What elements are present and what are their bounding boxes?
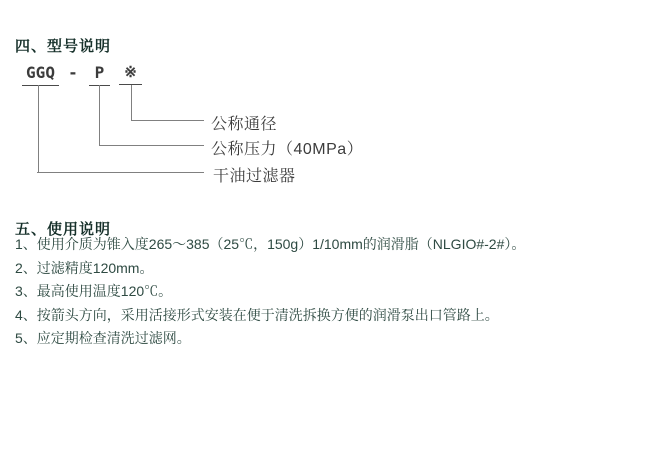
usage-item-4: 4、按箭头方向，采用活接形式安装在便于清洗拆换方便的润滑泵出口管路上。 [15, 306, 499, 323]
usage-instructions-list [15, 233, 655, 351]
model-code-dash: - [68, 63, 78, 82]
model-section-heading: 四、型号说明 [15, 38, 112, 55]
callout-nominal-diameter: 公称通径 [211, 116, 278, 133]
usage-item-5: 5、应定期检查清洗过滤网。 [15, 330, 191, 346]
callout-series-name: 干油过滤器 [213, 168, 296, 185]
model-size-placeholder: ※ [119, 63, 142, 85]
connector-vertical-series [38, 85, 39, 172]
connector-vertical-pressure [99, 85, 100, 145]
usage-item-2: 2、过滤精度120mm。 [15, 259, 154, 276]
callout-nominal-pressure: 公称压力（40MPa） [211, 141, 364, 158]
connector-vertical-size [131, 85, 132, 120]
usage-item-1: 1、使用介质为锥入度265～385（25℃，150g）1/10mm的润滑脂（NLGIO#-2#）。 [15, 236, 526, 252]
model-series-code: GGQ [22, 63, 59, 86]
connector-horizontal-size [131, 120, 204, 121]
connector-horizontal-pressure [99, 145, 204, 146]
usage-item-3: 3、最高使用温度120℃。 [15, 283, 173, 299]
usage-section-heading: 五、使用说明 [15, 221, 112, 238]
model-pressure-code: P [89, 63, 110, 86]
connector-horizontal-series [37, 172, 204, 173]
